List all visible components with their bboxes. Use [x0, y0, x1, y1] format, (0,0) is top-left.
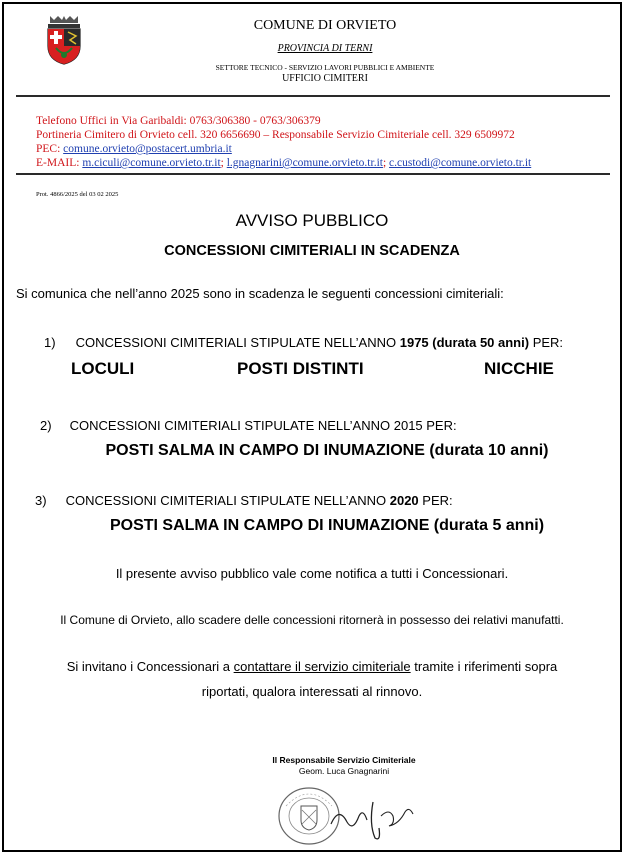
intro-text: Si comunica che nell’anno 2025 sono in scadenza le seguenti concessioni cimiteriali:	[16, 286, 504, 301]
item-3-detail-duration: (durata 5 anni)	[429, 517, 545, 534]
province-name: PROVINCIA DI TERNI	[277, 43, 373, 54]
email-separator: ;	[220, 157, 224, 169]
item-1-per: PER:	[529, 335, 564, 350]
item-3-heading	[35, 493, 453, 508]
notice-value-text: Il presente avviso pubblico vale come notifica a tutti i Concessionari.	[115, 566, 509, 581]
header-divider	[16, 95, 610, 97]
invite-suffix: tramite i riferimenti sopra	[410, 659, 558, 674]
item-3-detail	[4, 517, 620, 535]
invite-prefix: Si invitano i Concessionari a	[66, 659, 234, 674]
item-2-detail-duration: (durata 10 anni)	[424, 442, 549, 459]
invite-text-line2: riportati, qualora interessati al rinnovo.	[201, 684, 423, 699]
email-line	[36, 157, 531, 169]
item-3-detail-type: POSTI SALMA IN CAMPO DI INUMAZIONE	[109, 517, 430, 534]
email-link-1[interactable]: m.ciculi@comune.orvieto.tr.it	[82, 157, 221, 169]
type-posti-distinti: POSTI DISTINTI	[237, 359, 364, 378]
municipality-name: COMUNE DI ORVIETO	[253, 18, 397, 33]
signature-name: Geom. Luca Gnagnarini	[298, 766, 390, 776]
notice-title: AVVISO PUBBLICO	[235, 211, 389, 230]
invite-contact-link: contattare il servizio cimiteriale	[233, 659, 411, 674]
type-nicchie: NICCHIE	[484, 359, 554, 378]
item-2-detail	[4, 442, 620, 460]
item-1-year: 1975	[399, 335, 429, 350]
notice-subtitle: CONCESSIONI CIMITERIALI IN SCADENZA	[164, 243, 460, 259]
document-page	[2, 2, 622, 852]
pec-label: PEC:	[36, 143, 61, 155]
item-2-heading	[40, 418, 457, 433]
pec-email-link[interactable]: comune.orvieto@postacert.umbria.it	[63, 143, 232, 155]
type-loculi: LOCULI	[71, 359, 135, 378]
pec-line	[36, 143, 232, 155]
item-2-detail-type: POSTI SALMA IN CAMPO DI INUMAZIONE	[105, 442, 425, 459]
item-2-number: 2)	[40, 418, 52, 433]
porter-line: Portineria Cimitero di Orvieto cell. 320 6656690 – Responsabile Servizio Cimiteriale cell. 329 6509972	[36, 129, 515, 141]
handwritten-signature-icon	[329, 794, 419, 844]
item-2-text: CONCESSIONI CIMITERIALI STIPULATE NELL’ANNO 2015 PER:	[69, 418, 457, 433]
item-3-year: 2020	[389, 493, 419, 508]
item-3-text: CONCESSIONI CIMITERIALI STIPULATE NELL’ANNO	[65, 493, 390, 508]
item-1-text: CONCESSIONI CIMITERIALI STIPULATE NELL’ANNO	[75, 335, 400, 350]
item-3-number: 3)	[35, 493, 47, 508]
invite-text-line1	[4, 659, 620, 674]
office-name: UFFICIO CIMITERI	[282, 73, 368, 84]
sector-name: SETTORE TECNICO - SERVIZIO LAVORI PUBBLICI E AMBIENTE	[215, 63, 435, 72]
email-label: E-MAIL:	[36, 157, 80, 169]
protocol-number: Prot. 4866/2025 del 03 02 2025	[36, 191, 119, 198]
email-link-2[interactable]: l.gnagnarini@comune.orvieto.tr.it	[226, 157, 383, 169]
item-3-per: PER:	[418, 493, 453, 508]
signature-role: Il Responsabile Servizio Cimiteriale	[272, 755, 416, 765]
email-separator: ;	[382, 157, 387, 169]
phone-line: Telefono Uffici in Via Garibaldi: 0763/306380 - 0763/306379	[36, 115, 321, 127]
email-link-3[interactable]: c.custodi@comune.orvieto.tr.it	[389, 157, 532, 169]
item-1-duration: (durata 50 anni)	[428, 335, 530, 350]
item-1-heading	[44, 335, 563, 350]
contacts-divider	[16, 173, 610, 175]
item-1-number: 1)	[44, 335, 56, 350]
return-note-text: Il Comune di Orvieto, allo scadere delle concessioni ritornerà in possesso dei relativi manufatti.	[60, 613, 564, 627]
